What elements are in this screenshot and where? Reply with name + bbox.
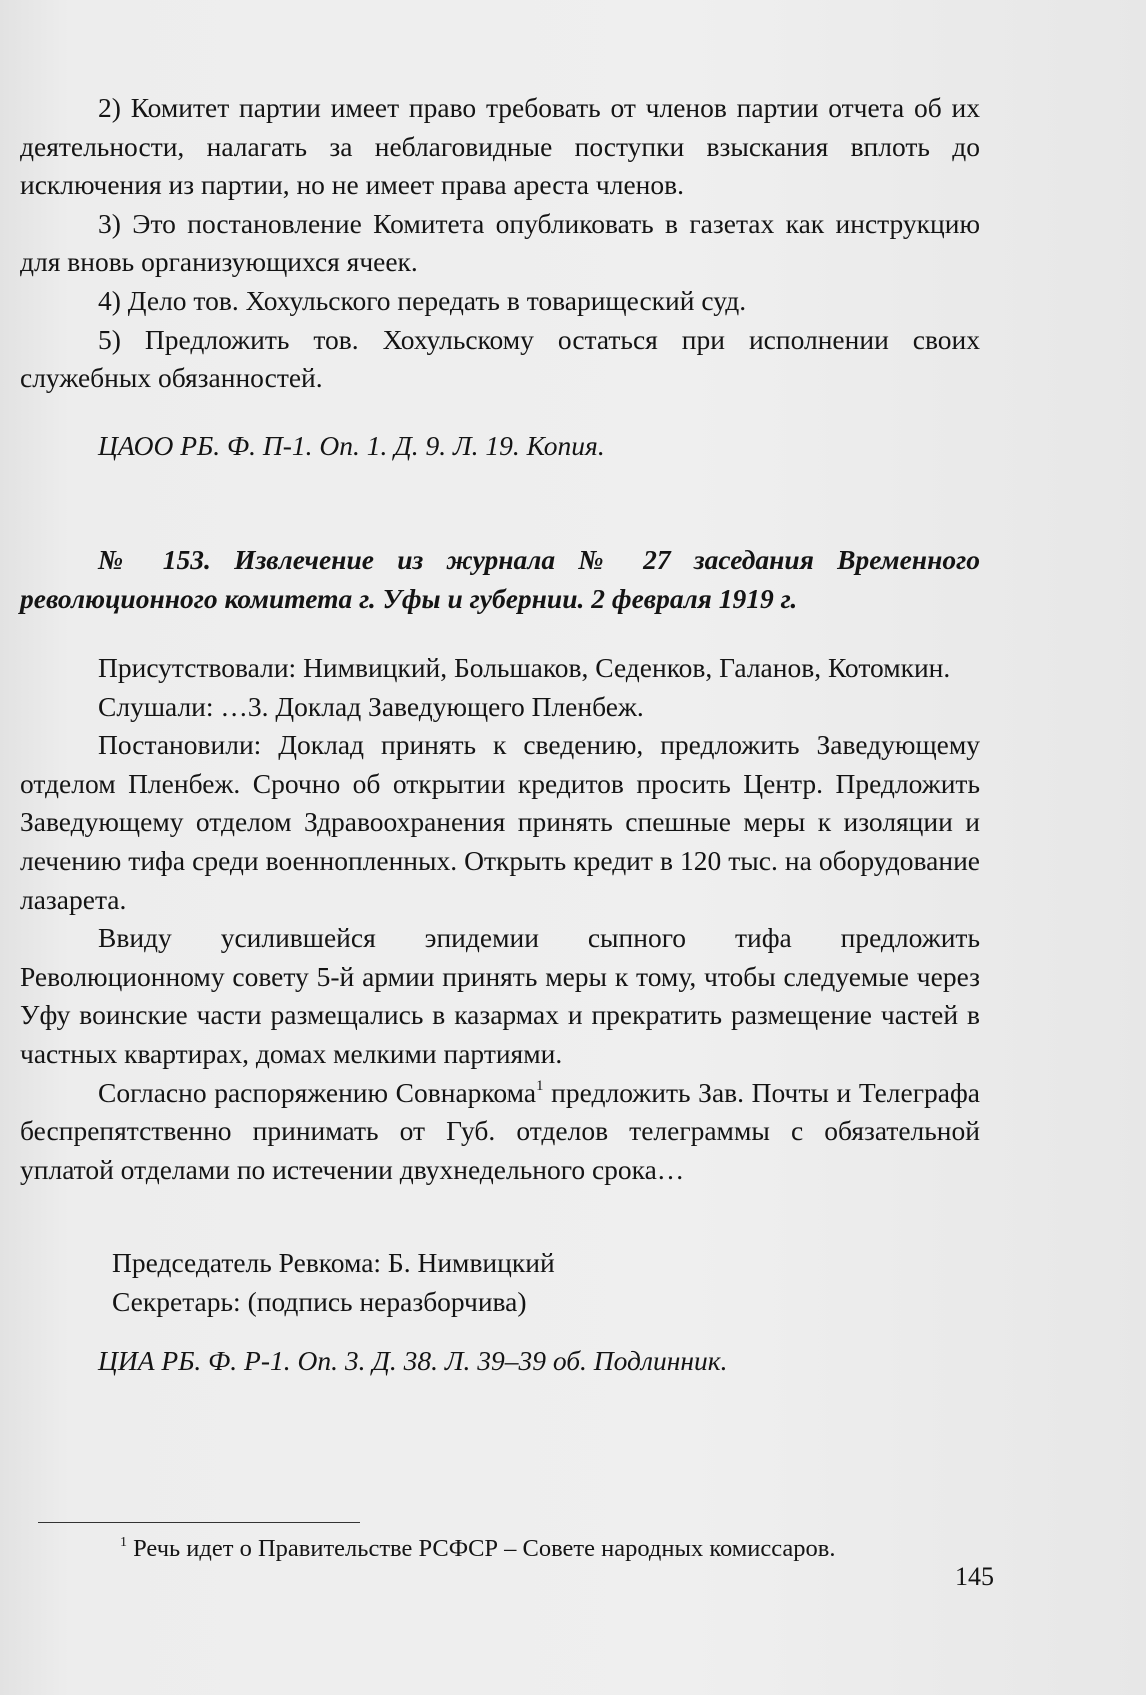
- source-citation-2: ЦИА РБ. Ф. Р-1. Оп. 3. Д. 38. Л. 39–39 об. Подлинник.: [98, 1345, 728, 1376]
- sovnarkom-paragraph: [20, 1074, 980, 1190]
- paragraph-item-4: 4) Дело тов. Хохульского передать в товарищеский суд.: [98, 284, 747, 316]
- epidemic-paragraph: Ввиду усилившейся эпидемии сыпного тифа предложить Революционному совету 5-й армии принять меры к тому, чтобы следуемые через Уфу воинские части размещались в казармах и прекратить размещение частей в частных квартирах, домах мелкими партиями.: [20, 922, 980, 1069]
- paragraph-item-5: 5) Предложить тов. Хохульскому остаться при исполнении своих служебных обязанностей.: [20, 323, 980, 394]
- chairman-signature: Председатель Ревкома: Б. Нимвицкий: [112, 1247, 555, 1278]
- source-citation-1-block: [20, 427, 980, 466]
- document-heading: № 153. Извлечение из журнала № 27 заседания Временного революционного комитета г. Уфы и губернии. 2 февраля 1919 г.: [20, 544, 980, 614]
- footnote-reference: 1: [536, 1077, 544, 1094]
- heard-paragraph: Слушали: …3. Доклад Заведующего Пленбеж.: [98, 690, 644, 722]
- paragraph-item-2: 2) Комитет партии имеет право требовать от членов партии отчета об их деятельности, налагать за неблаговидные поступки взыскания вплоть до исключения из партии, но не имеет права ареста членов.: [20, 92, 980, 201]
- paragraph-item-3: 3) Это постановление Комитета опубликовать в газетах как инструкцию для вновь организующихся ячеек.: [20, 207, 980, 278]
- signatures: [20, 1244, 980, 1321]
- main-body: [20, 649, 980, 1189]
- page-number: 145: [955, 1562, 994, 1591]
- top-paragraphs: [20, 89, 980, 398]
- footnote-divider: [38, 1522, 360, 1523]
- source-citation-1: ЦАОО РБ. Ф. П-1. Оп. 1. Д. 9. Л. 19. Копия.: [98, 430, 605, 461]
- present-paragraph: Присутствовали: Нимвицкий, Большаков, Седенков, Галанов, Котомкин.: [98, 652, 951, 683]
- sovnarkom-text-end: предложить Зав. Почты и Телеграфа беспрепятственно принимать от Губ. отделов телеграммы с обязательной уплатой отделами по истечении двухнедельного срока…: [20, 1076, 980, 1185]
- sovnarkom-text-start: Согласно распоряжению Совнаркома: [98, 1076, 537, 1108]
- source-citation-2-block: [20, 1342, 980, 1381]
- footnote-mark: 1: [120, 1535, 127, 1550]
- secretary-signature: Секретарь: (подпись неразборчива): [112, 1285, 527, 1317]
- footnote-text: Речь идет о Правительстве РСФСР – Совете народных комиссаров.: [133, 1535, 836, 1562]
- document-heading-block: [20, 541, 980, 618]
- footnote: [120, 1532, 980, 1566]
- resolved-paragraph: Постановили: Доклад принять к сведению, предложить Заведующему отделом Пленбеж. Срочно об открытии кредитов просить Центр. Предложить Заведующему отделом Здравоохранения принять спешные меры к изоляции и лечению тифа среди военнопленных. Открыть кредит в 120 тыс. на оборудование лазарета.: [20, 729, 980, 915]
